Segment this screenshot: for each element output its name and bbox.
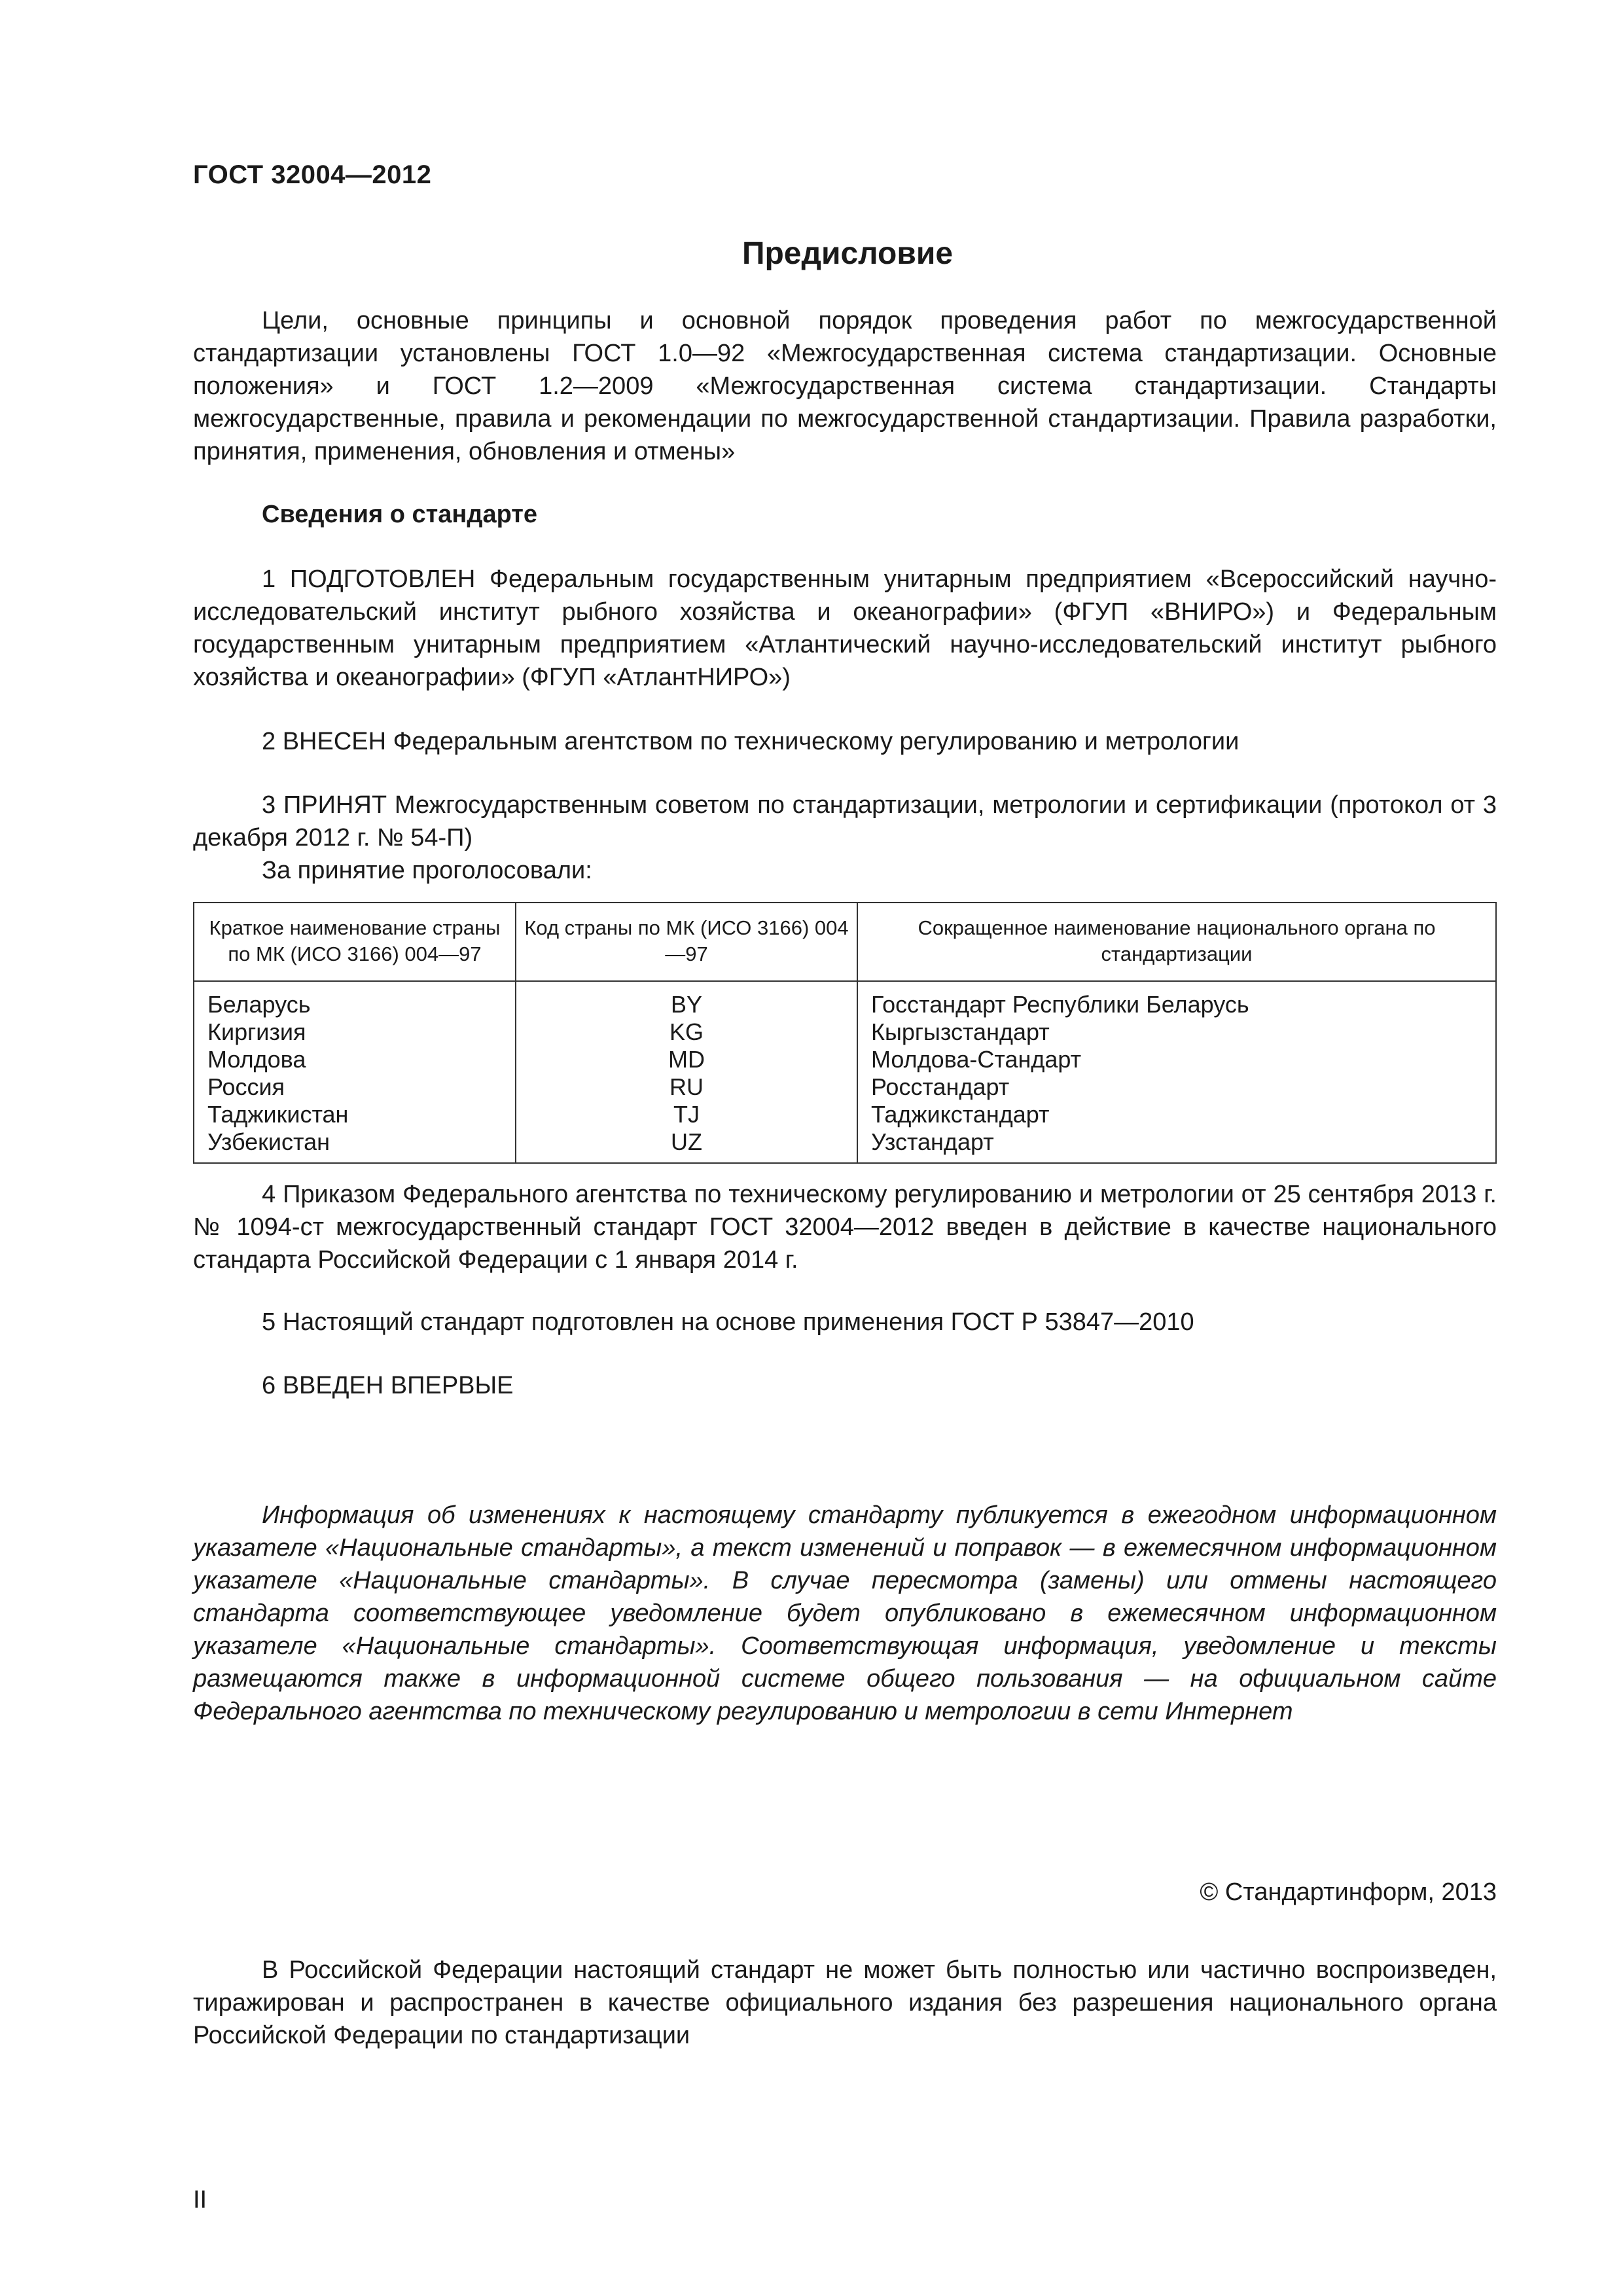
- code-cell: RU: [516, 1073, 857, 1101]
- voted-label: За принятие проголосовали:: [262, 857, 592, 884]
- table-header-row: [194, 903, 1496, 981]
- notice-paragraph: Информация об изменениях к настоящему стандарту публикуется в ежегодном информационном указателе «Национальные стандарты», а текст изменений и поправок — в ежемесячном информационном указателе «Национальные стандарты». В случае пересмотра (замены) или отмены настоящего стандарта соответствующее уведомление будет опубликовано в ежемесячном информационном указателе «Национальные стандарты». Соответствующая информация, уведомление и тексты размещаются также в информационной системе общего пользования — на официальном сайте Федерального агентства по техническому регулированию и метрологии в сети Интернет: [193, 1501, 1497, 1725]
- table-row: [194, 1073, 1496, 1101]
- item-1: 1 ПОДГОТОВЛЕН Федеральным государственным унитарным предприятием «Всероссийский научно-исследовательский институт рыбного хозяйства и океанографии» (ФГУП «ВНИРО») и Федеральным государственным унитарным предприятием «Атлантический научно-исследовательский институт рыбного хозяйства и океанографии» (ФГУП «АтлантНИРО»): [193, 565, 1497, 691]
- body-cell: Кыргызстандарт: [857, 1018, 1496, 1046]
- info-heading: Сведения о стандарте: [262, 501, 538, 528]
- body-cell: Таджикстандарт: [857, 1101, 1496, 1128]
- document-header: ГОСТ 32004—2012: [193, 160, 432, 189]
- restriction-paragraph: В Российской Федерации настоящий стандарт не может быть полностью или частично воспроизведен, тиражирован и распространен в качестве официального издания без разрешения национального органа Российской Федерации по стандартизации: [193, 1956, 1497, 2049]
- code-cell: TJ: [516, 1101, 857, 1128]
- country-cell: Узбекистан: [194, 1128, 516, 1163]
- item-5: 5 Настоящий стандарт подготовлен на основе применения ГОСТ Р 53847—2010: [262, 1308, 1194, 1336]
- voting-table: [193, 902, 1497, 1164]
- page-title: Предисловие: [741, 236, 954, 271]
- country-cell: Россия: [194, 1073, 516, 1101]
- copyright-line: © Стандартинформ, 2013: [1200, 1878, 1497, 1906]
- body-cell: Госстандарт Республики Беларусь: [857, 981, 1496, 1018]
- code-cell: BY: [516, 981, 857, 1018]
- table-row: [194, 1128, 1496, 1163]
- table-row: [194, 1101, 1496, 1128]
- body-cell: Молдова-Стандарт: [857, 1046, 1496, 1073]
- table-row: [194, 1046, 1496, 1073]
- page-number: II: [193, 2186, 207, 2214]
- intro-paragraph: Цели, основные принципы и основной порядок проведения работ по межгосударственной стандартизации установлены ГОСТ 1.0—92 «Межгосударственная система стандартизации. Основные положения» и ГОСТ 1.2—2009 «Межгосударственная система стандартизации. Стандарты межгосударственные, правила и рекомендации по межгосударственной стандартизации. Правила разработки, принятия, применения, обновления и отмены»: [193, 307, 1497, 465]
- column-header-code: Код страны по МК (ИСО 3166) 004—97: [516, 903, 857, 981]
- code-cell: MD: [516, 1046, 857, 1073]
- country-cell: Беларусь: [194, 981, 516, 1018]
- country-cell: Таджикистан: [194, 1101, 516, 1128]
- country-cell: Киргизия: [194, 1018, 516, 1046]
- country-cell: Молдова: [194, 1046, 516, 1073]
- item-4: 4 Приказом Федерального агентства по техническому регулированию и метрологии от 25 сентября 2013 г. № 1094-ст межгосударственный стандарт ГОСТ 32004—2012 введен в действие в качестве национального стандарта Российской Федерации с 1 января 2014 г.: [193, 1181, 1497, 1274]
- item-6: 6 ВВЕДЕН ВПЕРВЫЕ: [262, 1372, 514, 1399]
- table-row: [194, 1018, 1496, 1046]
- table-row: [194, 981, 1496, 1018]
- code-cell: KG: [516, 1018, 857, 1046]
- code-cell: UZ: [516, 1128, 857, 1163]
- item-2: 2 ВНЕСЕН Федеральным агентством по техническому регулированию и метрологии: [262, 728, 1240, 755]
- column-header-body: Сокращенное наименование национального органа по стандартизации: [857, 903, 1496, 981]
- item-3: 3 ПРИНЯТ Межгосударственным советом по стандартизации, метрологии и сертификации (протокол от 3 декабря 2012 г. № 54-П): [193, 791, 1497, 852]
- body-cell: Росстандарт: [857, 1073, 1496, 1101]
- body-cell: Узстандарт: [857, 1128, 1496, 1163]
- column-header-country: Краткое наименование страны по МК (ИСО 3166) 004—97: [194, 903, 516, 981]
